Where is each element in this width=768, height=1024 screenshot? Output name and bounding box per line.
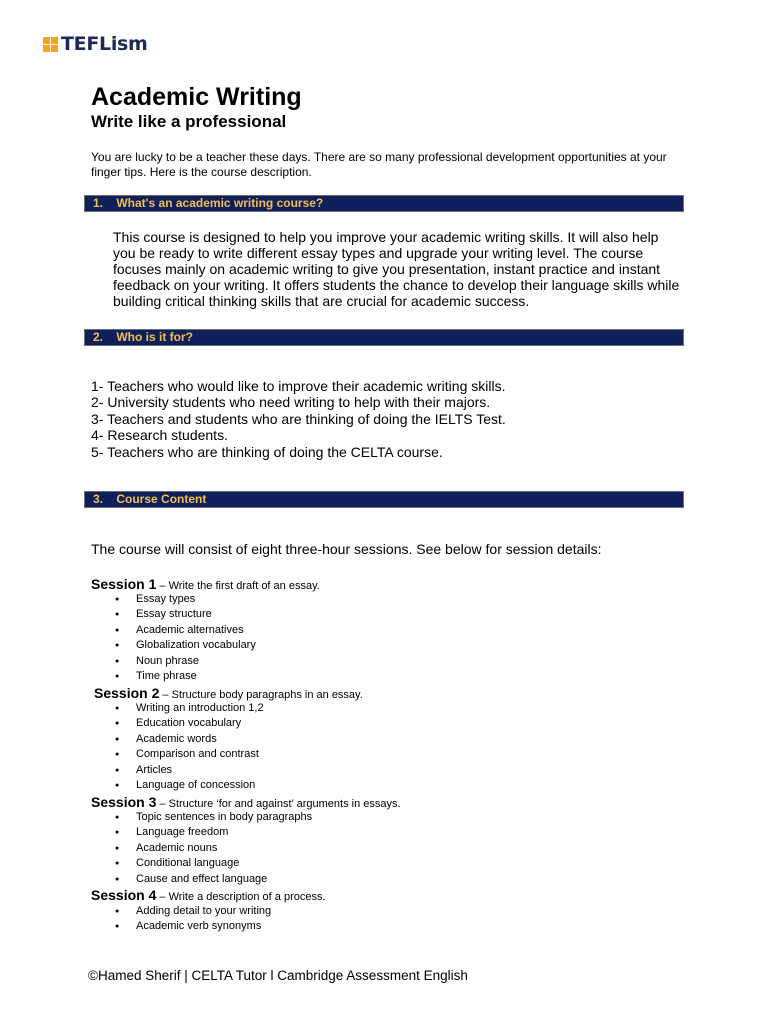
session-3-topics — [112, 810, 312, 887]
list-item: ● Noun phrase — [112, 654, 256, 669]
list-item: ● Essay structure — [112, 607, 256, 622]
section-title: Course Content — [116, 492, 207, 506]
session-4-topics — [112, 904, 271, 935]
session-label: Session 4 — [91, 887, 157, 903]
list-item: ● Academic words — [112, 732, 264, 747]
session-1-topics — [112, 592, 256, 684]
list-item: ● Articles — [112, 763, 264, 778]
list-item: 5- Teachers who are thinking of doing the CELTA course. — [91, 443, 443, 460]
session-label: Session 3 — [91, 794, 157, 810]
section-number: 3. — [93, 492, 104, 506]
section-header-1 — [84, 195, 684, 212]
list-item: ● Education vocabulary — [112, 716, 264, 731]
session-label: Session 1 — [91, 576, 157, 592]
section-number: 2. — [93, 330, 104, 344]
session-description: – Write a description of a process. — [156, 891, 326, 903]
session-description: – Structure body paragraphs in an essay. — [159, 689, 363, 701]
list-item: ● Conditional language — [112, 856, 312, 871]
content-intro: The course will consist of eight three-hour sessions. See below for session details: — [91, 541, 602, 557]
session-description: – Structure ‘for and against’ arguments in essays. — [156, 798, 401, 810]
section-header-2 — [84, 329, 684, 346]
list-item: ● Globalization vocabulary — [112, 638, 256, 653]
session-description: – Write the first draft of an essay. — [156, 580, 320, 592]
page-footer: ©Hamed Sherif | CELTA Tutor l Cambridge Assessment English — [88, 968, 468, 983]
logo-text: TEFLism — [61, 33, 148, 55]
section-title: What's an academic writing course? — [116, 196, 324, 210]
list-item: ● Time phrase — [112, 669, 256, 684]
list-item: ● Language of concession — [112, 778, 264, 793]
list-item: ● Writing an introduction 1,2 — [112, 701, 264, 716]
list-item: 4- Research students. — [91, 427, 228, 444]
list-item: 2- University students who need writing to help with their majors. — [91, 394, 491, 411]
teflism-logo — [43, 34, 148, 54]
list-item: 1- Teachers who would like to improve their academic writing skills. — [91, 378, 506, 394]
list-item: ● Adding detail to your writing — [112, 904, 271, 919]
list-item: ● Cause and effect language — [112, 872, 312, 887]
list-item: ● Topic sentences in body paragraphs — [112, 810, 312, 825]
list-item: ● Language freedom — [112, 825, 312, 840]
list-item: ● Academic verb synonyms — [112, 919, 271, 934]
page-subtitle: Write like a professional — [91, 112, 287, 131]
list-item: ● Academic nouns — [112, 841, 312, 856]
audience-list — [91, 378, 506, 460]
list-item: ● Academic alternatives — [112, 623, 256, 638]
list-item: 3- Teachers and students who are thinking of doing the IELTS Test. — [91, 410, 506, 427]
course-description: This course is designed to help you improve your academic writing skills. It will also help you be ready to write different essay types and upgrade your writing level. The course focuses mainly on academic writing to give you presentation, instant practice and instant feedback on your writing. It offers students the chance to develop their language skills while building critical thinking skills that are crucial for academic success. — [113, 229, 680, 309]
section-number: 1. — [93, 196, 104, 210]
session-label: Session 2 — [94, 685, 160, 701]
section-title: Who is it for? — [116, 330, 193, 344]
session-2-topics — [112, 701, 264, 793]
page-title: Academic Writing — [91, 83, 302, 111]
list-item: ● Essay types — [112, 592, 256, 607]
logo-grid-icon — [43, 37, 58, 52]
session-4-heading — [91, 887, 326, 905]
section-header-3 — [84, 491, 684, 508]
list-item: ● Comparison and contrast — [112, 747, 264, 762]
intro-paragraph: You are lucky to be a teacher these days. There are so many professional development opportunities at your finger tips. Here is the course description. — [91, 150, 667, 179]
